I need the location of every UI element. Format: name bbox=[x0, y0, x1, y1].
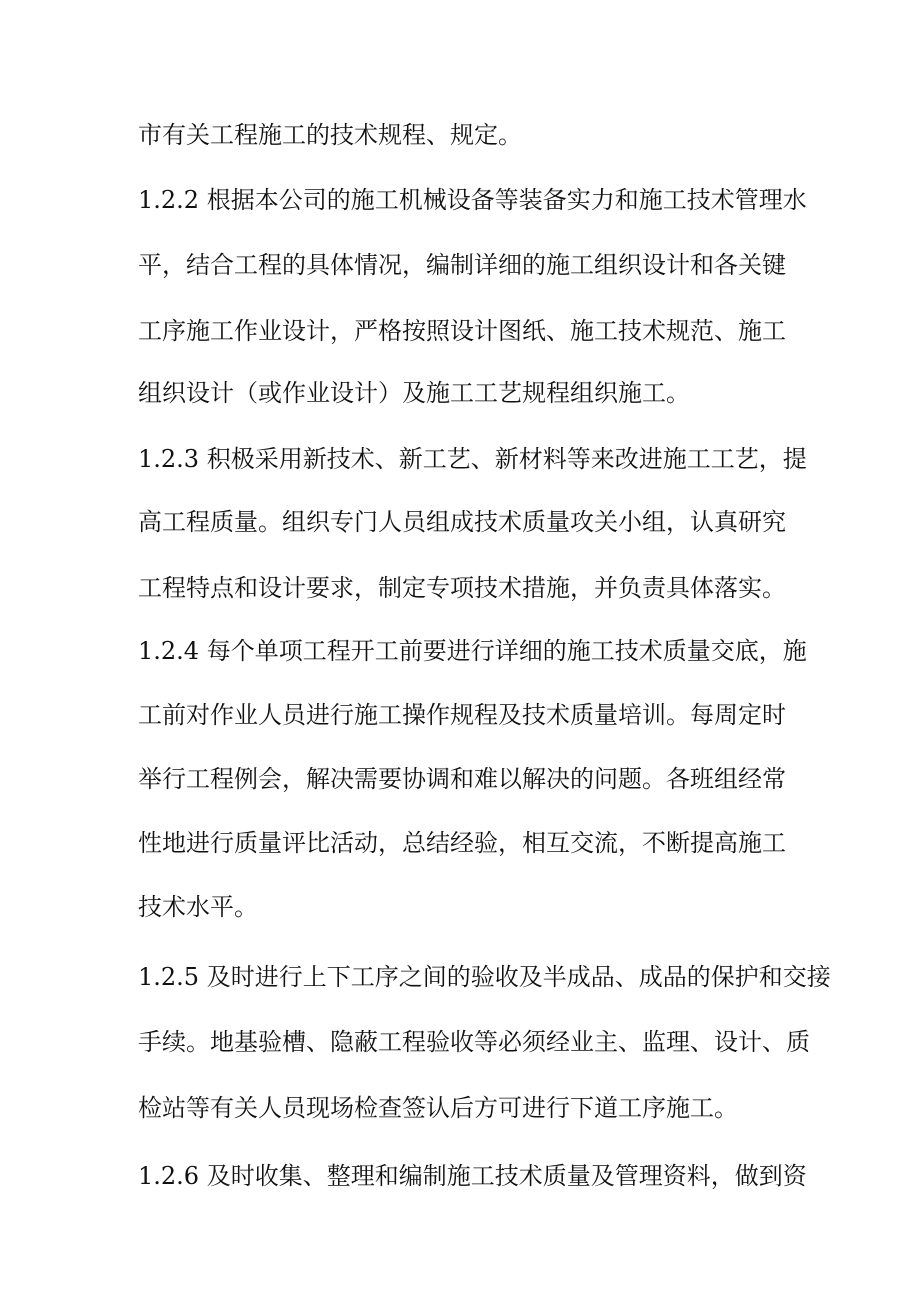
text-line: 性地进行质量评比活动，总结经验，相互交流，不断提高施工 bbox=[138, 829, 786, 857]
text-line: 1.2.2 根据本公司的施工机械设备等装备实力和施工技术管理水 bbox=[138, 186, 807, 214]
text-line: 高工程质量。组织专门人员组成技术质量攻关小组，认真研究 bbox=[138, 508, 786, 536]
text-line: 工序施工作业设计，严格按照设计图纸、施工技术规范、施工 bbox=[138, 317, 786, 345]
text-line: 1.2.3 积极采用新技术、新工艺、新材料等来改进施工工艺，提 bbox=[138, 445, 807, 473]
text-line: 1.2.6 及时收集、整理和编制施工技术质量及管理资料，做到资 bbox=[138, 1162, 807, 1190]
text-line: 市有关工程施工的技术规程、规定。 bbox=[138, 121, 522, 149]
text-line: 工程特点和设计要求，制定专项技术措施，并负责具体落实。 bbox=[138, 574, 786, 602]
text-line: 检站等有关人员现场检查签认后方可进行下道工序施工。 bbox=[138, 1094, 738, 1122]
text-line: 组织设计（或作业设计）及施工工艺规程组织施工。 bbox=[138, 379, 690, 407]
text-line: 工前对作业人员进行施工操作规程及技术质量培训。每周定时 bbox=[138, 701, 786, 729]
text-line: 举行工程例会，解决需要协调和难以解决的问题。各班组经常 bbox=[138, 765, 786, 793]
text-line: 1.2.5 及时进行上下工序之间的验收及半成品、成品的保护和交接 bbox=[138, 963, 831, 991]
text-line: 手续。地基验槽、隐蔽工程验收等必须经业主、监理、设计、质 bbox=[138, 1028, 810, 1056]
text-line: 平，结合工程的具体情况，编制详细的施工组织设计和各关键 bbox=[138, 251, 786, 279]
text-line: 1.2.4 每个单项工程开工前要进行详细的施工技术质量交底，施 bbox=[138, 637, 807, 665]
text-line: 技术水平。 bbox=[138, 893, 258, 921]
